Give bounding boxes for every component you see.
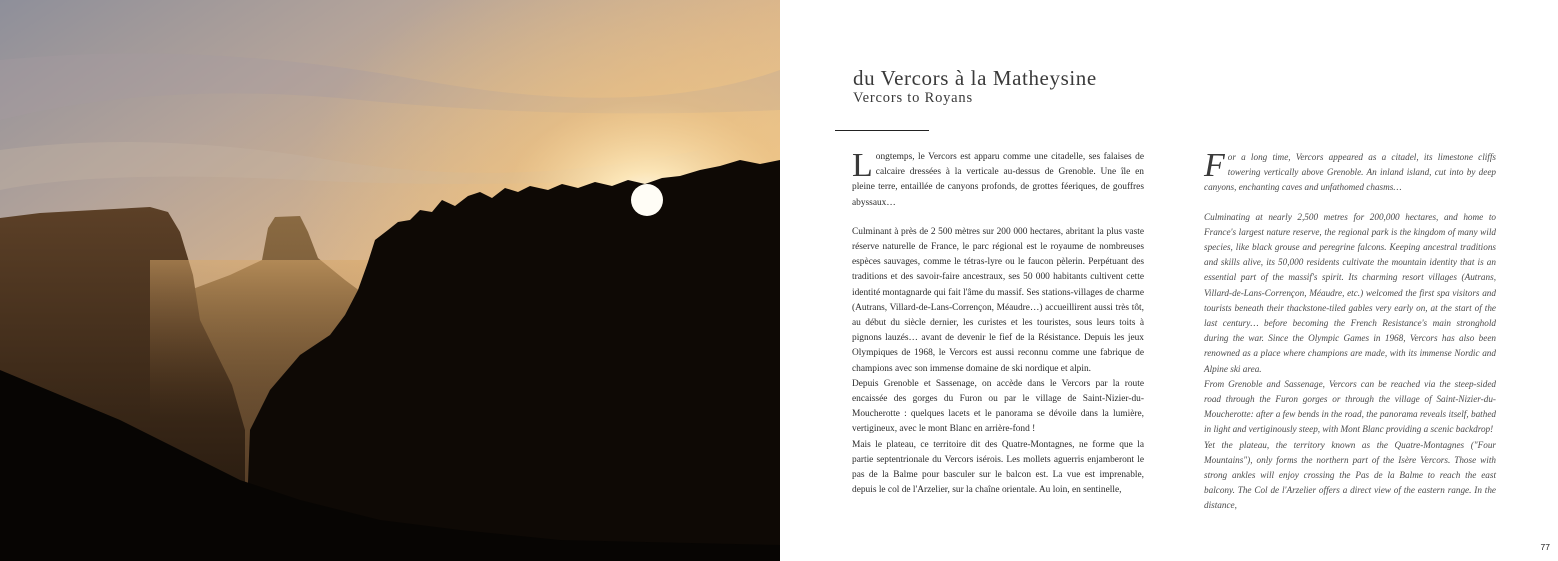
english-paragraph-3: From Grenoble and Sassenage, Vercors can be reached via the steep-sided road through the Furon gorges or through the village of Saint-Nizier-du-Moucherotte: after a few bends in the road, the panorama reveals itself, bathed in light and vertiginously steep, with Mont Blanc providing a scenic backdrop! — [1204, 378, 1496, 435]
english-text-column — [1204, 147, 1496, 514]
english-intro-paragraph: For a long time, Vercors appeared as a citadel, its limestone cliffs towering vertically above Grenoble. An inland island, cut into by deep canyons, enchanting caves and unfathomed chasms… — [1204, 147, 1496, 193]
text-page — [780, 0, 1558, 561]
french-intro-paragraph: Longtemps, le Vercors est apparu comme une citadelle, ses falaises de calcaire dressées à la verticale au-dessus de Grenoble. Une île en pleine terre, entaillée de canyons profonds, de grottes féeriques, de gouffres abyssaux… — [852, 147, 1144, 208]
french-paragraph-2: Culminant à près de 2 500 mètres sur 200 000 hectares, abritant la plus vaste réserve naturelle de France, le parc régional est le royaume de nombreuses espèces sauvages, comme le tétras-lyre ou le faucon pèlerin. Perpétuant des traditions et des savoir-faire ancestraux, ses 50 000 habitants cultivent cette identité montagnarde qui fait l'âme du massif. Ses stations-villages de charme (Autrans, Villard-de-Lans-Corrençon, Méaudre…) accueillirent aussi très tôt, au début du siècle dernier, les curistes et les touristes, sous leurs toits à pignons lauzés… avant de devenir le fief de la Résistance. Depuis les jeux Olympiques de 1968, le Vercors est aussi reconnu comme une fabrique de champions avec son immense domaine de ski nordique et alpin. — [852, 226, 1144, 374]
title-divider — [835, 130, 929, 131]
english-paragraph-4: Yet the plateau, the territory known as the Quatre-Montagnes ("Four Mountains"), only forms the northern part of the Isère Vercors. Those with strong ankles will enjoy crossing the Pas de la Balme to reach the east balcony. The Col de l'Arzelier offers a direct view of the eastern range. In the distance, — [1204, 439, 1496, 511]
page-number: 77 — [1540, 542, 1550, 552]
french-text-column — [852, 147, 1144, 498]
english-dropcap: F — [1204, 147, 1225, 184]
french-paragraph-3: Depuis Grenoble et Sassenage, on accède dans le Vercors par la route encaissée des gorges du Furon ou par le village de Saint-Nizier-du-Moucherotte : quelques lacets et le panorama se dévoile dans la lumière, vertigineux, avec le mont Blanc en arrière-fond ! — [852, 378, 1144, 435]
french-paragraph-4: Mais le plateau, ce territoire dit des Quatre-Montagnes, ne forme que la partie septentrionale du Vercors isérois. Les mollets aguerris enjamberont le pas de la Balme pour basculer sur le balcon est. La vue est imprenable, depuis le col de l'Arzelier, sur la chaîne orientale. Au loin, en sentinelle, — [852, 439, 1144, 496]
chapter-title-english: Vercors to Royans — [853, 90, 973, 106]
chapter-title-french: du Vercors à la Matheysine — [853, 66, 1097, 90]
english-paragraph-2: Culminating at nearly 2,500 metres for 200,000 hectares, and home to France's largest nature reserve, the regional park is the kingdom of many wild species, like black grouse and peregrine falcons. Keeping ancestral traditions and skills alive, its 50,000 residents cultivate the mountain identity that is an essential part of the massif's spirit. Its charming resort villages (Autrans, Villard-de-Lans-Corrençon, Méaudre, etc.) welcomed the first spa visitors and tourists beneath their thackstone-tiled gables very early on, at the start of the last century… before becoming the French Resistance's main stronghold during the war. Since the Olympic Games in 1968, Vercors has also been renowned as a place where champions are made, with its immense Nordic and Alpine ski area. — [1204, 211, 1496, 374]
french-dropcap: L — [852, 147, 873, 184]
